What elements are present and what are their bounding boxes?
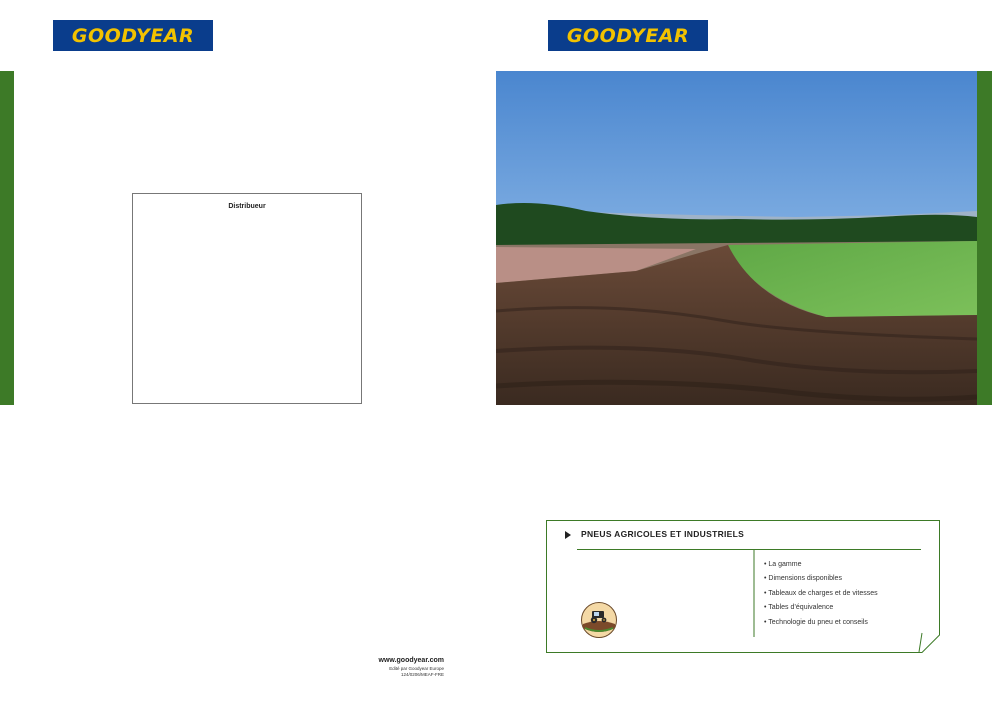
- logo-wordmark: GOODYEAR: [71, 24, 195, 47]
- distributor-box: [132, 193, 362, 404]
- right-edge-green-bar: [977, 71, 992, 405]
- edited-by-text: Edité par Goodyear Europe: [389, 666, 444, 671]
- distributor-label: Distribueur: [228, 203, 266, 210]
- product-features-list: [764, 558, 878, 630]
- tractor-field-icon: [581, 602, 617, 638]
- list-item: • Tableaux de charges et de vitesses: [764, 587, 878, 601]
- list-item: • Technologie du pneu et conseils: [764, 616, 878, 630]
- title-arrow-icon: [565, 531, 571, 539]
- website-text: www.goodyear.com: [378, 657, 444, 664]
- list-item: • Dimensions disponibles: [764, 572, 878, 586]
- goodyear-logo-left: [53, 20, 213, 51]
- reference-code: 124/0206/MEAF-FRE: [400, 672, 444, 677]
- product-title-rule: [577, 549, 921, 550]
- farm-field-photo: [496, 71, 977, 405]
- left-edge-green-bar: [0, 71, 14, 405]
- product-title: PNEUS AGRICOLES ET INDUSTRIELS: [581, 529, 745, 539]
- list-item: • Tables d’équivalence: [764, 601, 878, 615]
- goodyear-logo-right: [548, 20, 708, 51]
- list-item: • La gamme: [764, 558, 878, 572]
- logo-wordmark: GOODYEAR: [566, 24, 690, 47]
